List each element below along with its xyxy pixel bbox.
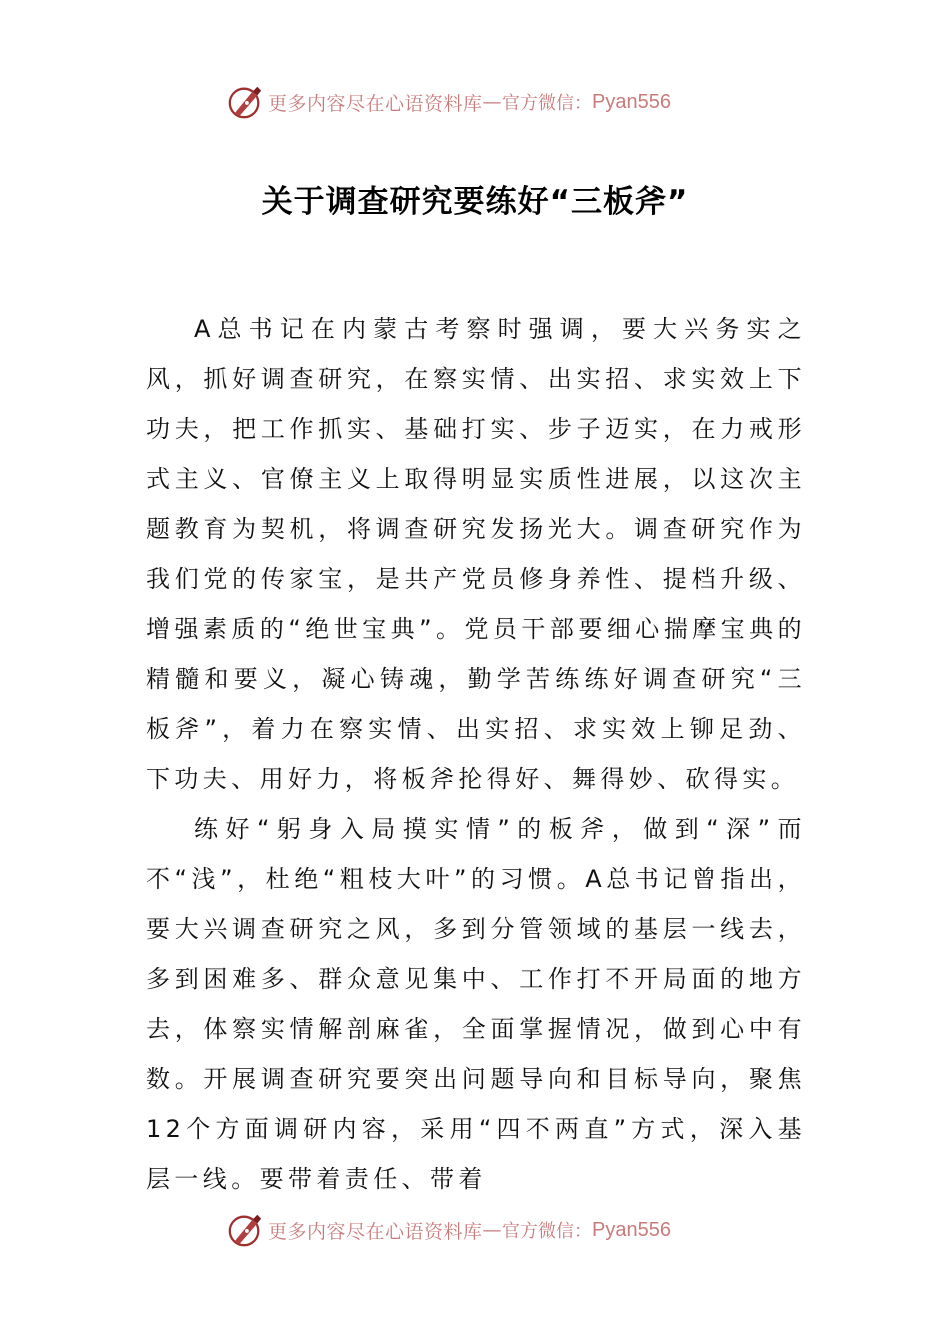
watermark-banner-bottom bbox=[226, 1210, 746, 1250]
pen-nib-circle-icon bbox=[226, 83, 264, 121]
watermark-banner-top bbox=[226, 82, 746, 122]
watermark-wechat-id: Pyan556 bbox=[592, 1218, 671, 1241]
watermark-wechat-id: Pyan556 bbox=[592, 90, 671, 113]
paragraph-1: A总书记在内蒙古考察时强调，要大兴务实之风，抓好调查研究，在察实情、出实招、求实效上下功夫，把工作抓实、基础打实、步子迈实，在力戒形式主义、官僚主义上取得明显实质性进展，以这次主题教育为契机，将调查研究发扬光大。调查研究作为我们党的传家宝，是共产党员修身养性、提档升级、增强素质的“绝世宝典”。党员干部要细心揣摩宝典的精髓和要义，凝心铸魂，勤学苦练练好调查研究“三板斧”，着力在察实情、出实招、求实效上铆足劲、下功夫、用好力，将板斧抡得好、舞得妙、砍得实。 bbox=[146, 315, 806, 793]
watermark-wechat-label: 官方微信： bbox=[502, 1221, 593, 1242]
watermark-dash: — bbox=[482, 1219, 503, 1241]
document-body bbox=[146, 304, 806, 1204]
watermark-wechat-label: 官方微信： bbox=[502, 93, 593, 114]
paragraph-2: 练好“躬身入局摸实情”的板斧，做到“深”而不“浅”，杜绝“粗枝大叶”的习惯。A总书记曾指出，要大兴调查研究之风，多到分管领域的基层一线去，多到困难多、群众意见集中、工作打不开局面的地方去，体察实情解剖麻雀，全面掌握情况，做到心中有数。开展调查研究要突出问题导向和目标导向，聚焦12个方面调研内容，采用“四不两直”方式，深入基层一线。要带着责任、带着 bbox=[146, 815, 806, 1193]
watermark-dash: — bbox=[482, 91, 503, 113]
document-title: 关于调查研究要练好“三板斧” bbox=[261, 184, 689, 220]
watermark-slogan: 更多内容尽在心语资料库 bbox=[268, 1220, 483, 1243]
watermark-slogan: 更多内容尽在心语资料库 bbox=[268, 92, 483, 115]
pen-nib-circle-icon bbox=[226, 1211, 264, 1249]
